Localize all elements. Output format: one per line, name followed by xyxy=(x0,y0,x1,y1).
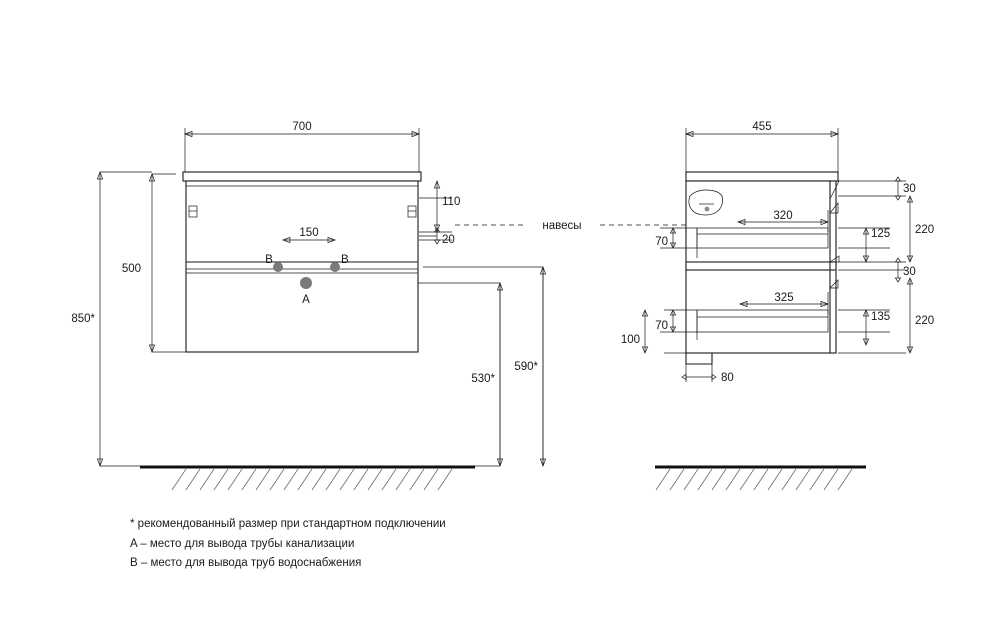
marker-a-label: A xyxy=(302,294,310,306)
dim-220-lower xyxy=(907,278,934,353)
dim-30-upper xyxy=(895,177,915,200)
dim-70-lower-label: 70 xyxy=(655,320,668,332)
dim-135-label: 135 xyxy=(871,311,891,323)
dim-320-label: 320 xyxy=(773,210,793,222)
legend-line-2: B – место для вывода труб водоснабжения xyxy=(130,557,362,569)
dim-455-label: 455 xyxy=(752,121,772,133)
marker-b-left-label: B xyxy=(265,254,273,266)
hangers-label: навесы xyxy=(542,220,582,232)
side-view-group xyxy=(621,121,934,490)
legend-line-0: * рекомендованный размер при стандартном подключении xyxy=(130,518,446,530)
dim-500-label: 500 xyxy=(121,263,141,275)
dim-30-mid-label: 30 xyxy=(903,266,916,278)
dim-220-upper-label: 220 xyxy=(915,224,935,236)
dim-150-label: 150 xyxy=(299,227,319,239)
dim-125-label: 125 xyxy=(871,228,891,240)
dim-500 xyxy=(122,174,155,352)
dim-100 xyxy=(621,310,648,353)
dim-20-label: 20 xyxy=(442,234,455,246)
dim-850-label: 850* xyxy=(71,313,95,325)
dim-850 xyxy=(71,172,102,466)
legend-line-1: A – место для вывода трубы канализации xyxy=(130,538,355,550)
dim-590 xyxy=(514,267,545,466)
marker-b-right-label: B xyxy=(341,254,349,266)
side-ground xyxy=(655,467,866,490)
dim-100-label: 100 xyxy=(620,334,640,346)
dim-125 xyxy=(863,228,890,262)
hangers-callout xyxy=(455,220,688,232)
side-cabinet-body xyxy=(686,172,839,364)
dim-590-label: 590* xyxy=(514,361,538,373)
dim-width-700 xyxy=(185,121,419,137)
dim-80 xyxy=(682,372,734,384)
dim-70-upper-label: 70 xyxy=(655,236,668,248)
dim-220-lower-label: 220 xyxy=(915,315,935,327)
dim-530-label: 530* xyxy=(471,373,495,385)
dim-135 xyxy=(863,310,890,345)
dim-455 xyxy=(686,121,838,172)
dim-325-label: 325 xyxy=(774,292,794,304)
dim-530 xyxy=(471,283,502,466)
dim-700-label: 700 xyxy=(292,121,312,133)
dim-110 xyxy=(434,181,460,232)
dim-30-upper-label: 30 xyxy=(903,183,916,195)
legend-block xyxy=(130,518,446,569)
dim-80-label: 80 xyxy=(721,372,734,384)
dim-110-label: 110 xyxy=(442,196,461,208)
front-view-group xyxy=(71,121,545,490)
dim-220-upper xyxy=(907,196,934,262)
front-ground xyxy=(140,467,475,490)
front-cabinet-body xyxy=(183,172,421,352)
